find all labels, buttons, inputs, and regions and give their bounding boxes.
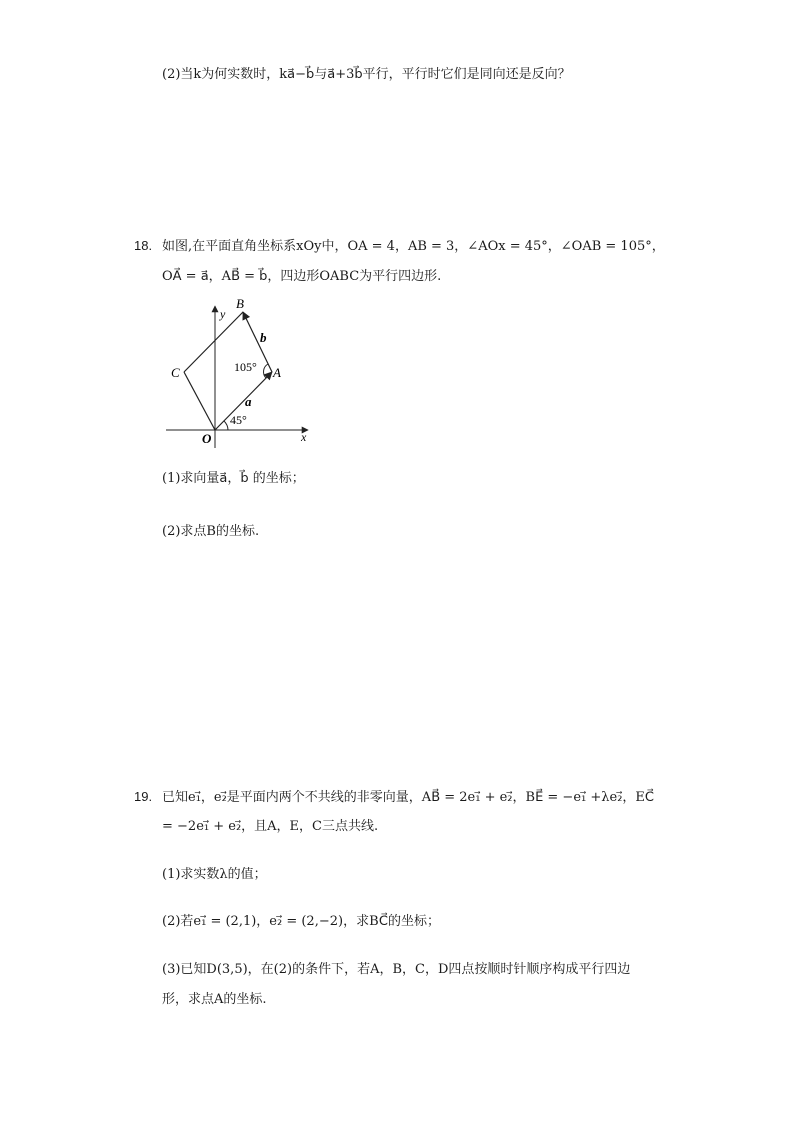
q19-stem-line1: 已知e₁⃗，e₂⃗是平面内两个不共线的非零向量，AB⃗ = 2e₁⃗ + e₂⃗，BE⃗ = −e₁⃗ +λe₂⃗，EC⃗ [162, 790, 654, 805]
q17-part2: (2)当k为何实数时，ka⃗−b⃗与a⃗+3b⃗平行，平行时它们是同向还是反向？ [162, 67, 571, 82]
label-x: x [301, 430, 307, 444]
angle-45-arc [224, 421, 228, 430]
q19-part3-line1: (3)已知D(3,5)，在(2)的条件下，若A，B，C，D四点按顺时针顺序构成平行四边 [162, 962, 631, 977]
label-45: 45° [230, 413, 247, 427]
parallelogram-figure [162, 298, 322, 448]
q18-stem-line2: OA⃗ = a⃗，AB⃗ = b⃗，四边形OABC为平行四边形. [162, 269, 442, 284]
q18-part2: (2)求点B的坐标. [162, 524, 260, 539]
label-C: C [171, 365, 180, 380]
label-O: O [202, 431, 212, 446]
q19-number: 19. [134, 789, 153, 804]
label-y: y [220, 307, 226, 321]
q18-number: 18. [134, 238, 153, 253]
label-a: a [245, 394, 252, 409]
q19-part1: (1)求实数λ的值； [162, 867, 267, 882]
q18-part1: (1)求向量a⃗，b⃗ 的坐标； [162, 471, 305, 486]
label-b: b [260, 330, 267, 345]
label-A: A [273, 365, 281, 380]
label-B: B [236, 298, 244, 311]
label-105: 105° [234, 360, 257, 374]
q18-stem-line1: 如图,在平面直角坐标系xOy中，OA = 4，AB = 3，∠AOx = 45°，∠OAB = 105°， [162, 239, 665, 254]
segment-OC [184, 372, 215, 430]
q19-stem-line2: = −2e₁⃗ + e₂⃗，且A，E，C三点共线. [162, 819, 379, 834]
q19-part2: (2)若e₁⃗ = (2,1)，e₂⃗ = (2,−2)，求BC⃗的坐标； [162, 914, 440, 929]
q19-part3-line2: 形，求点A的坐标. [162, 992, 267, 1007]
